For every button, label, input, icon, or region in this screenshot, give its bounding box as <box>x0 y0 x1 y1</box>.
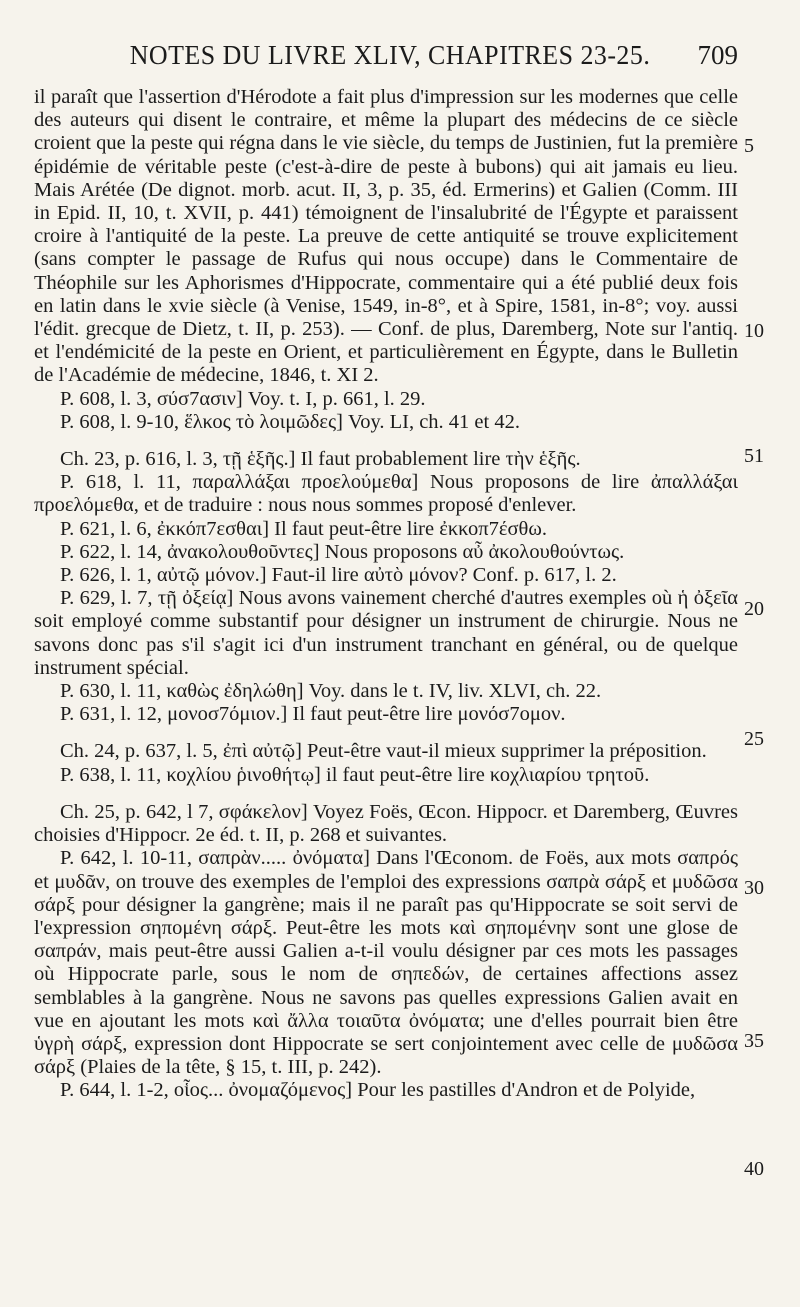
line-number-40: 40 <box>744 1158 764 1180</box>
note-p638: P. 638, l. 11, κοχλίου ῥινοθήτῳ] il faut peut-être lire κοχλιαρίου τρητοῦ. <box>60 763 650 786</box>
note-p608-l9: P. 608, l. 9-10, ἕλκος τὸ λοιμῶδες] Voy. LI, ch. 41 et 42. <box>60 410 520 433</box>
paragraph-intro: il paraît que l'assertion d'Hérodote a fait plus d'impression sur les modernes que celle des auteurs qui disent le contraire, et même la plupart des médecins de ce siècle croient que la peste qui régna dans le vie siècle, du temps de Justinien, fut la première épidémie de véritable peste (c'est-à-dire de peste à bubons) qui ait jamais eu lieu. Mais Arétée (De dignot. morb. acut. II, 3, p. 35, éd. Ermerins) et Galien (Comm. III in Epid. II, 10, t. XVII, p. 441) témoignent de l'insalubrité de l'Égypte et paraissent croire à l'antiquité de la peste. La preuve de cette antiquité se trouve explicitement (sans compter le passage de Rufus qui nous occupe) dans le Commentaire de Théophile sur les Aphorismes d'Hippocrate, commentaire qui a été publié deux fois en latin dans le xvie siècle (à Venise, 1549, in-8°, et à Spire, 1581, in-8°; voy. aussi l'édit. grecque de Dietz, t. II, p. 253). — Conf. de plus, Daremberg, Note sur l'antiq. et l'endémicité de la peste en Orient, et particulièrement en Égypte, dans le Bulletin de l'Académie de médecine, 1846, t. XI 2. <box>34 86 738 387</box>
line-number-5: 5 <box>744 135 754 157</box>
line-number-30: 30 <box>744 877 764 899</box>
note-p608-l3: P. 608, l. 3, σύσ7ασιν] Voy. t. I, p. 661, l. 29. <box>60 387 426 410</box>
line-number-51: 51 <box>744 445 764 467</box>
section-gap <box>34 434 738 448</box>
section-gap <box>34 726 738 740</box>
note-p622: P. 622, l. 14, ἀνακολουθοῦντες] Nous proposons αὖ ἀκολουθούντως. <box>60 540 625 563</box>
section-gap <box>34 787 738 801</box>
page-header <box>34 40 746 74</box>
page-number: 709 <box>697 40 738 70</box>
note-p618: P. 618, l. 11, παραλλάξαι προελούμεθα] Nous proposons de lire ἀπαλλάξαι προελόμεθα, et de traduire : nous nous sommes proposé d'enlever. <box>34 471 738 517</box>
note-p644: P. 644, l. 1-2, οἷος... ὀνομαζόμενος] Pour les pastilles d'Andron et de Polyide, <box>60 1079 696 1102</box>
note-ch25-p642: Ch. 25, p. 642, l 7, σφάκελον] Voyez Foës, Œcon. Hippocr. et Daremberg, Œuvres choisies d'Hippocr. 2e éd. t. II, p. 268 et suivantes. <box>34 800 738 847</box>
note-p626: P. 626, l. 1, αὐτῷ μόνον.] Faut-il lire αὐτὸ μόνον? Conf. p. 617, l. 2. <box>60 564 617 587</box>
line-number-10: 10 <box>744 320 764 342</box>
running-title: NOTES DU LIVRE XLIV, CHAPITRES 23-25. <box>129 40 651 70</box>
note-p621: P. 621, l. 6, ἐκκόπ7εσθαι] Il faut peut-être lire ἐκκοπ7έσθω. <box>60 517 547 540</box>
note-p630: P. 630, l. 11, καθὼς ἐδηλώθη] Voy. dans le t. IV, liv. XLVI, ch. 22. <box>60 680 602 703</box>
note-ch24-p637: Ch. 24, p. 637, l. 5, ἐπὶ αὐτῷ] Peut-être vaut-il mieux supprimer la préposition. <box>60 740 707 763</box>
line-number-25: 25 <box>744 728 764 750</box>
notes-body <box>34 86 738 1103</box>
line-number-35: 35 <box>744 1030 764 1052</box>
note-ch23-p616: Ch. 23, p. 616, l. 3, τῇ ἑξῆς.] Il faut probablement lire τὴν ἑξῆς. <box>60 448 581 471</box>
line-number-20: 20 <box>744 598 764 620</box>
note-p629: P. 629, l. 7, τῇ ὀξείᾳ] Nous avons vainement cherché d'autres exemples où ἡ ὀξεῖα soit employé comme substantif pour désigner un instrument de chirurgie. Nous ne savons donc pas s'il s'agit ici d'un instrument tranchant en général, ou de quelque instrument spécial. <box>34 587 738 679</box>
note-p642-l10: P. 642, l. 10-11, σαπρὰν..... ὀνόματα] Dans l'Œconom. de Foës, aux mots σαπρός et μυδᾶν, on trouve des exemples de l'emploi des expressions σαπρὰ σάρξ et μυδῶσα σάρξ pour désigner la gangrène; mais il ne paraît pas qu'Hippocrate se soit servi de l'expression σηπομένη σάρξ. Peut-être les mots καὶ σηπομένην sont une glose de σαπράν, mais peut-être aussi Galien a-t-il voulu désigner par ces mots les passages où Hippocrate parle, sous le nom de σηπεδών, de certaines affections assez semblables à la gangrène. Nous ne savons pas quelles expressions Galien avait en vue en ajoutant les mots καὶ ἄλλα τοιαῦτα ὀνόματα; une d'elles pourrait bien être ὑγρὴ σάρξ, expression dont Hippocrate se sert conjointement avec celle de μυδῶσα σάρξ (Plaies de la tête, § 15, t. III, p. 242). <box>34 847 738 1079</box>
note-p631: P. 631, l. 12, μονοσ7όμιον.] Il faut peut-être lire μονόσ7ομον. <box>60 703 566 726</box>
